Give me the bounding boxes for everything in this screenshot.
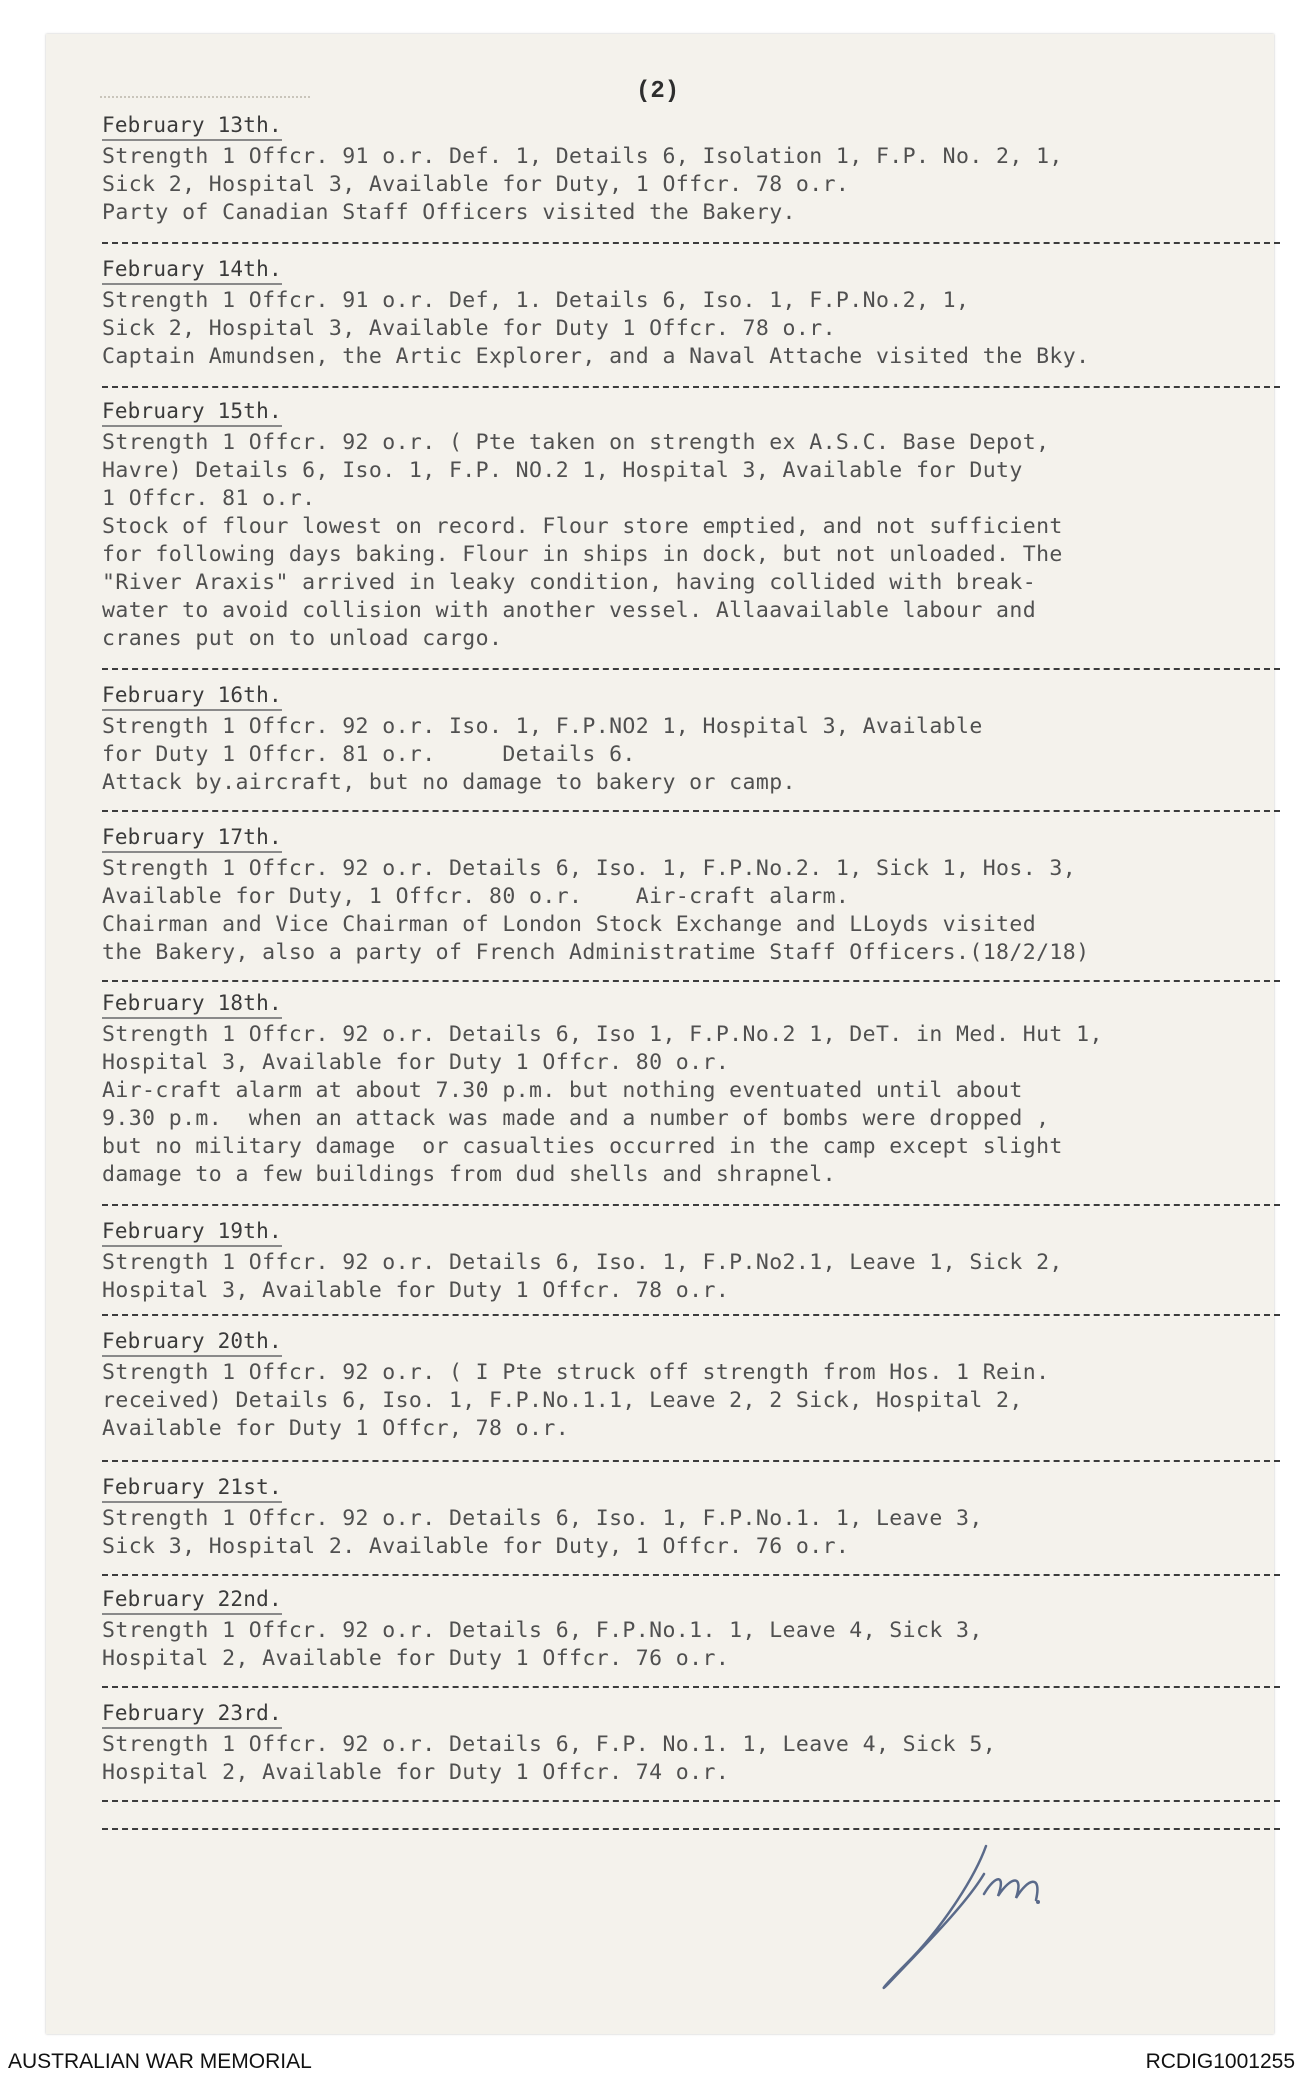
entry-line: for following days baking. Flour in ships in dock, but not unloaded. The — [102, 542, 1063, 567]
entry-line: "River Araxis" arrived in leaky condition, having collided with break- — [102, 570, 1037, 595]
diary-entry — [102, 1700, 1282, 1787]
entry-body — [102, 429, 1282, 653]
entry-line: received) Details 6, Iso. 1, F.P.No.1.1, Leave 2, 2 Sick, Hospital 2, — [102, 1388, 1023, 1413]
diary-entry — [102, 1218, 1282, 1305]
diary-entry — [102, 990, 1282, 1189]
entry-line: but no military damage or casualties occurred in the camp except slight — [102, 1134, 1063, 1159]
diary-entry — [102, 1328, 1282, 1443]
entry-date: February 15th. — [102, 398, 282, 427]
signature-mark — [866, 1834, 1126, 2004]
entry-line: Hospital 2, Available for Duty 1 Offcr. 74 o.r. — [102, 1760, 730, 1785]
entry-line: Stock of flour lowest on record. Flour store emptied, and not sufficient — [102, 514, 1063, 539]
entry-line: Strength 1 Offcr. 92 o.r. ( I Pte struck off strength from Hos. 1 Rein. — [102, 1360, 1050, 1385]
entry-line: Strength 1 Offcr. 92 o.r. Details 6, Iso. 1, F.P.No2.1, Leave 1, Sick 2, — [102, 1250, 1063, 1275]
separator-line — [102, 386, 1280, 388]
entry-line: Strength 1 Offcr. 92 o.r. Details 6, F.P. No.1. 1, Leave 4, Sick 5, — [102, 1732, 997, 1757]
separator-line — [102, 810, 1280, 812]
separator-line — [102, 668, 1280, 670]
page-number: (2) — [636, 78, 680, 105]
entry-line: Captain Amundsen, the Artic Explorer, and a Naval Attache visited the Bky. — [102, 344, 1090, 369]
entry-line: cranes put on to unload cargo. — [102, 626, 503, 651]
entry-body — [102, 1505, 1282, 1561]
entry-line: Strength 1 Offcr. 92 o.r. Details 6, F.P.No.1. 1, Leave 4, Sick 3, — [102, 1618, 983, 1643]
separator-line — [102, 1314, 1280, 1316]
diary-entry — [102, 398, 1282, 653]
separator-line — [102, 1460, 1280, 1462]
entry-line: Available for Duty, 1 Offcr. 80 o.r. Air-craft alarm. — [102, 884, 850, 909]
entry-line: Party of Canadian Staff Officers visited the Bakery. — [102, 200, 796, 225]
entry-line: Hospital 2, Available for Duty 1 Offcr. 76 o.r. — [102, 1646, 730, 1671]
entry-line: Strength 1 Offcr. 92 o.r. Details 6, Iso. 1, F.P.No.2. 1, Sick 1, Hos. 3, — [102, 856, 1077, 881]
entry-body — [102, 1359, 1282, 1443]
diary-entry — [102, 112, 1282, 227]
document-page — [46, 34, 1274, 2034]
entry-line: Havre) Details 6, Iso. 1, F.P. NO.2 1, Hospital 3, Available for Duty — [102, 458, 1023, 483]
entry-line: Hospital 3, Available for Duty 1 Offcr. 80 o.r. — [102, 1050, 730, 1075]
entry-body — [102, 855, 1282, 967]
diary-entry — [102, 1474, 1282, 1561]
entry-date: February 13th. — [102, 112, 282, 141]
separator-line — [102, 1828, 1280, 1830]
entry-date: February 22nd. — [102, 1586, 282, 1615]
separator-line — [102, 1686, 1280, 1688]
entry-body — [102, 1617, 1282, 1673]
entry-line: the Bakery, also a party of French Administratime Staff Officers.(18/2/18) — [102, 940, 1090, 965]
entry-date: February 14th. — [102, 256, 282, 285]
entry-date: February 21st. — [102, 1474, 282, 1503]
entry-line: Chairman and Vice Chairman of London Stock Exchange and LLoyds visited — [102, 912, 1037, 937]
separator-line — [102, 1574, 1280, 1576]
entry-line: Strength 1 Offcr. 92 o.r. Details 6, Iso. 1, F.P.No.1. 1, Leave 3, — [102, 1506, 983, 1531]
diary-entry — [102, 256, 1282, 371]
entry-line: damage to a few buildings from dud shells and shrapnel. — [102, 1162, 836, 1187]
entry-date: February 17th. — [102, 824, 282, 853]
entry-date: February 18th. — [102, 990, 282, 1019]
entry-line: Sick 2, Hospital 3, Available for Duty 1 Offcr. 78 o.r. — [102, 316, 836, 341]
stray-dotted-mark — [100, 96, 310, 98]
entry-line: Strength 1 Offcr. 92 o.r. ( Pte taken on strength ex A.S.C. Base Depot, — [102, 430, 1050, 455]
entry-line: Strength 1 Offcr. 91 o.r. Def. 1, Details 6, Isolation 1, F.P. No. 2, 1, — [102, 144, 1063, 169]
footer-id: RCDIG1001255 — [1145, 2050, 1295, 2073]
separator-line — [102, 1204, 1280, 1206]
entry-body — [102, 287, 1282, 371]
entry-line: Strength 1 Offcr. 92 o.r. Iso. 1, F.P.NO2 1, Hospital 3, Available — [102, 714, 983, 739]
entry-line: water to avoid collision with another vessel. Allaavailable labour and — [102, 598, 1037, 623]
diary-entry — [102, 682, 1282, 797]
entry-date: February 19th. — [102, 1218, 282, 1247]
entry-line: for Duty 1 Offcr. 81 o.r. Details 6. — [102, 742, 636, 767]
diary-entry — [102, 1586, 1282, 1673]
entry-line: Sick 3, Hospital 2. Available for Duty, 1 Offcr. 76 o.r. — [102, 1534, 850, 1559]
entry-body — [102, 713, 1282, 797]
entry-body — [102, 143, 1282, 227]
entry-body — [102, 1021, 1282, 1189]
entry-line: Attack by.aircraft, but no damage to bakery or camp. — [102, 770, 796, 795]
entry-date: February 20th. — [102, 1328, 282, 1357]
entry-line: Air-craft alarm at about 7.30 p.m. but nothing eventuated until about — [102, 1078, 1023, 1103]
entry-line: Strength 1 Offcr. 91 o.r. Def, 1. Details 6, Iso. 1, F.P.No.2, 1, — [102, 288, 970, 313]
footer-source: AUSTRALIAN WAR MEMORIAL — [8, 2050, 312, 2073]
separator-line — [102, 242, 1280, 244]
entry-date: February 16th. — [102, 682, 282, 711]
entry-date: February 23rd. — [102, 1700, 282, 1729]
entry-line: Strength 1 Offcr. 92 o.r. Details 6, Iso 1, F.P.No.2 1, DeT. in Med. Hut 1, — [102, 1022, 1103, 1047]
entry-line: Available for Duty 1 Offcr, 78 o.r. — [102, 1416, 570, 1441]
diary-entry — [102, 824, 1282, 967]
entry-body — [102, 1249, 1282, 1305]
entry-line: 1 Offcr. 81 o.r. — [102, 486, 316, 511]
entry-line: Sick 2, Hospital 3, Available for Duty, 1 Offcr. 78 o.r. — [102, 172, 850, 197]
separator-line — [102, 980, 1280, 982]
entry-body — [102, 1731, 1282, 1787]
entry-line: Hospital 3, Available for Duty 1 Offcr. 78 o.r. — [102, 1278, 730, 1303]
entry-line: 9.30 p.m. when an attack was made and a number of bombs were dropped , — [102, 1106, 1050, 1131]
separator-line — [102, 1800, 1280, 1802]
